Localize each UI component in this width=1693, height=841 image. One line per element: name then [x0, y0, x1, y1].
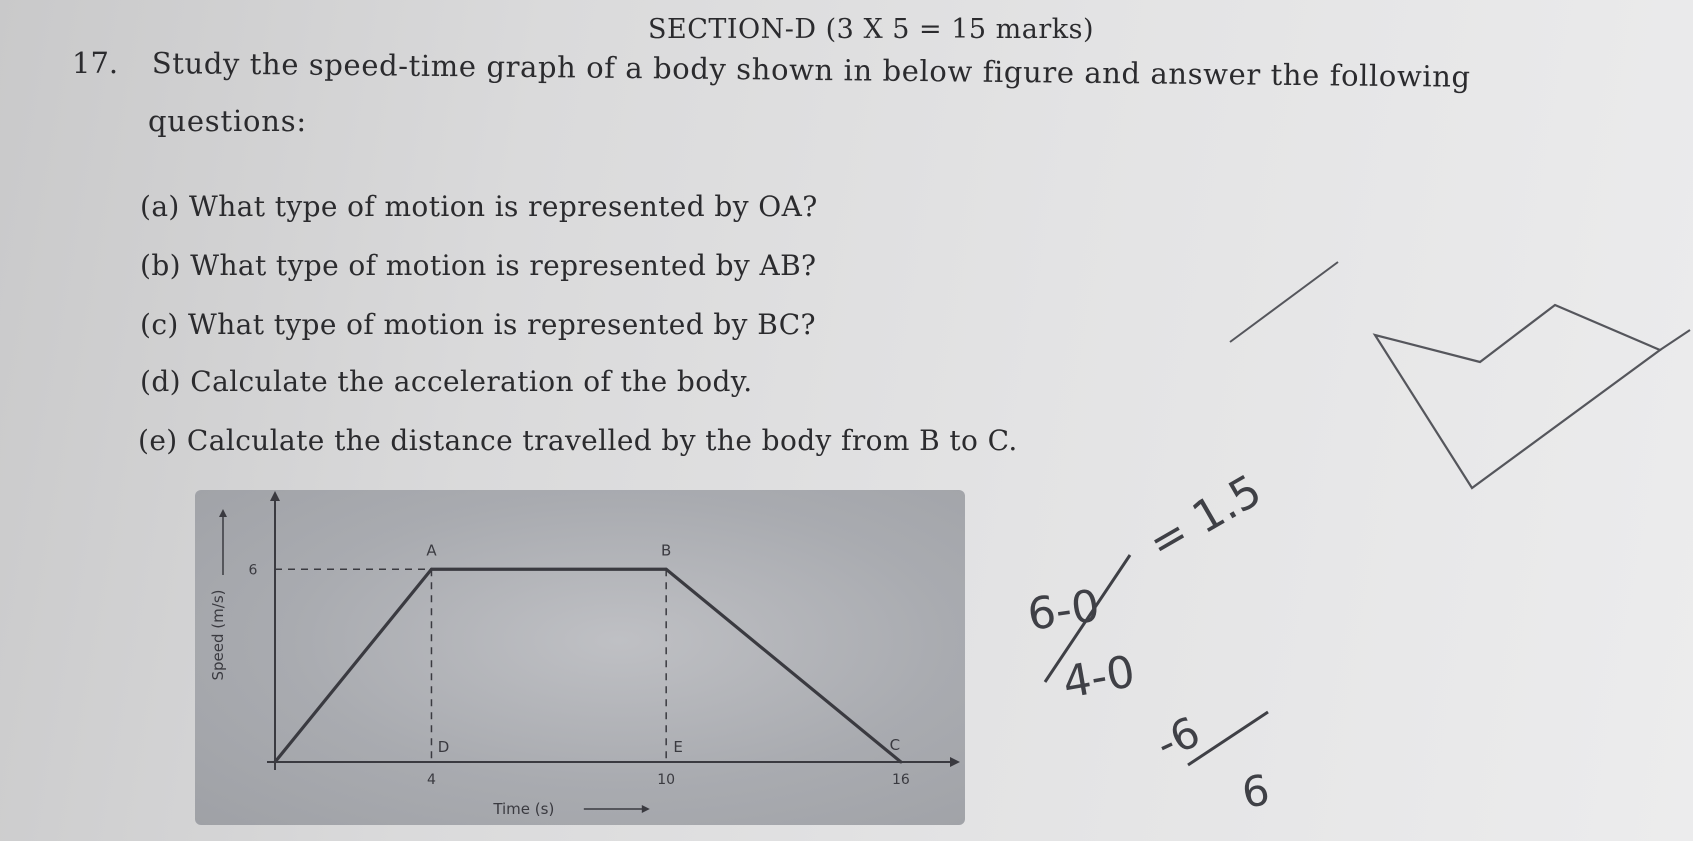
x-tick-label: 10: [657, 772, 676, 788]
hw-second-num: -6: [1148, 706, 1208, 770]
subquestion-e: (e) Calculate the distance travelled by the body from B to C.: [138, 424, 1018, 457]
question-stem-line1: Study the speed-time graph of a body shown in below figure and answer the following: [151, 46, 1471, 94]
x-tick-label: 4: [427, 772, 436, 788]
subquestion-a: (a) What type of motion is represented by OA?: [140, 190, 818, 223]
y-axis-title: Speed (m/s): [209, 589, 227, 681]
point-label-C: C: [889, 736, 901, 754]
pencil-stroke: [1660, 330, 1690, 350]
question-number: 17.: [72, 46, 119, 80]
hw-second-den: 6: [1238, 764, 1274, 818]
x-tick-label: 16: [891, 772, 910, 788]
hw-fraction-den: 4-0: [1059, 646, 1139, 709]
point-label-B: B: [661, 541, 672, 560]
question-stem-line2: questions:: [148, 104, 308, 138]
foot-label-D: D: [437, 738, 450, 756]
subquestion-d: (d) Calculate the acceleration of the body.: [140, 365, 753, 398]
subquestion-b: (b) What type of motion is represented by AB?: [140, 249, 817, 282]
hw-fraction-num: 6-0: [1024, 580, 1103, 641]
section-title: SECTION-D (3 X 5 = 15 marks): [648, 14, 1095, 45]
hw-result: = 1.5: [1140, 464, 1271, 570]
x-axis-title: Time (s): [493, 800, 555, 818]
pencil-stroke: [1230, 262, 1338, 342]
pencil-pentagon: [1375, 305, 1660, 488]
subquestion-c: (c) What type of motion is represented by BC?: [140, 308, 816, 341]
y-tick-label: 6: [248, 562, 258, 579]
foot-label-E: E: [673, 738, 683, 756]
point-label-A: A: [426, 541, 437, 560]
